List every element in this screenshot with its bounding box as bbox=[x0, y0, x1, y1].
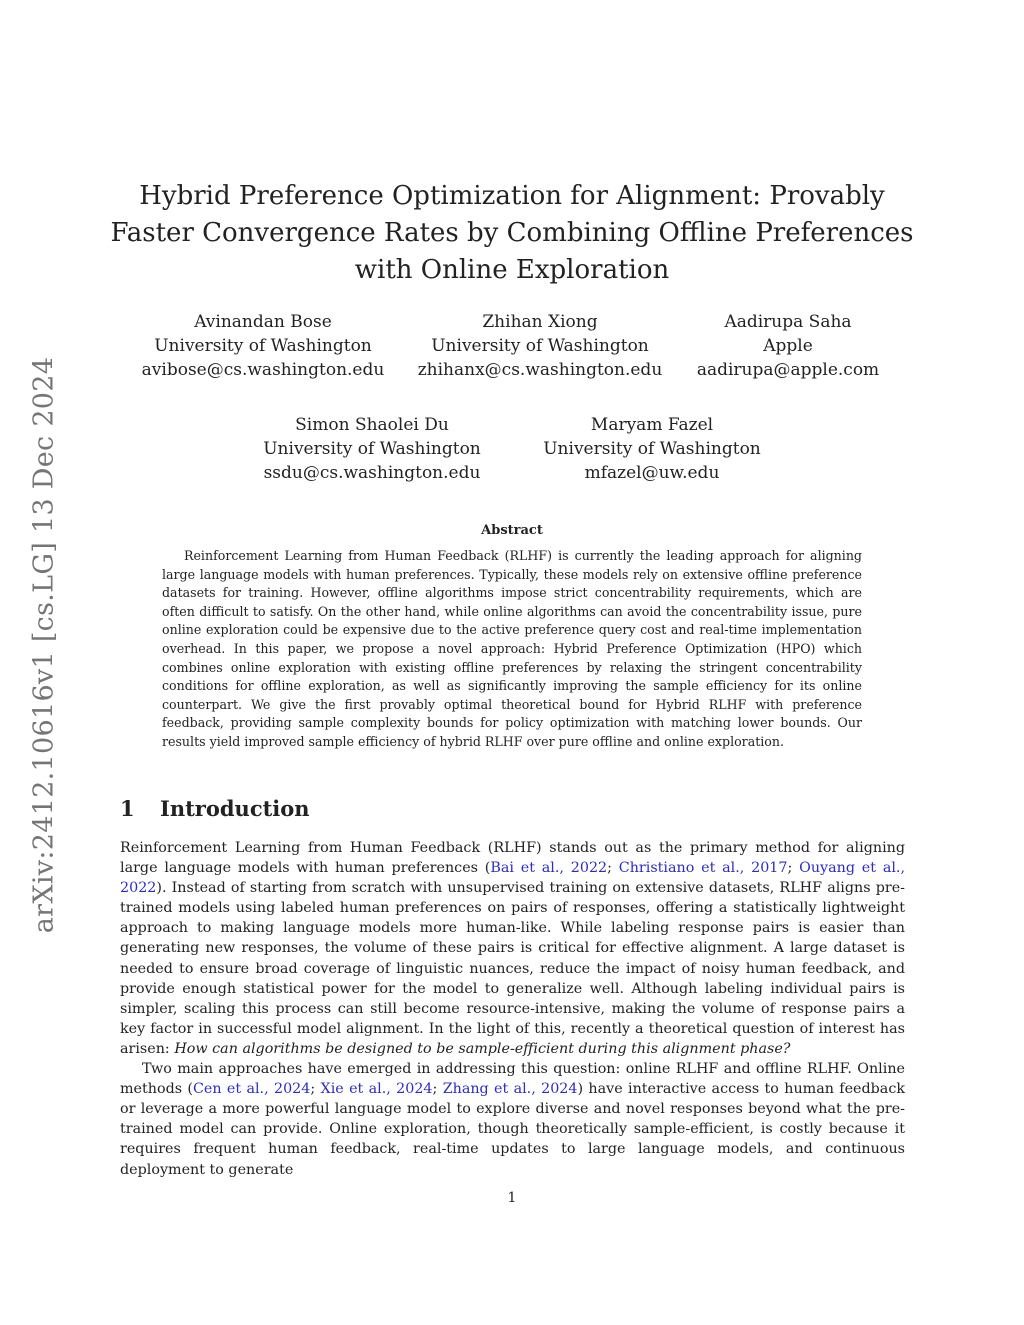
author-email[interactable]: ssdu@cs.washington.edu bbox=[263, 463, 481, 483]
author-affiliation: University of Washington bbox=[154, 336, 372, 356]
intro-paragraph-1 bbox=[120, 838, 905, 1059]
introduction-body bbox=[120, 838, 905, 1180]
author-affiliation: University of Washington bbox=[431, 336, 649, 356]
citation-link[interactable]: Cen et al., 2024 bbox=[192, 1081, 311, 1098]
citation-link[interactable]: Ouyang et al., 2022 bbox=[120, 860, 905, 897]
intro-text: ). Instead of starting from scratch with unsupervised training on extensive datasets, RLHF aligns pre-trained models using labeled human preferences on pairs of responses, offering a statistically lightweight approach to making language models more human-like. While labeling response pairs is easier than generating new responses, the volume of these pairs is critical for effective alignment. A large dataset is needed to ensure broad coverage of linguistic nuances, reduce the impact of noisy human feedback, and provide enough statistical power for the model to generalize well. Although labeling individual pairs is simpler, scaling this process can still become resource-intensive, making the volume of response pairs a key factor in successful model alignment. In the light of this, recently a theoretical question of interest has arisen: bbox=[120, 880, 905, 1057]
citation-link[interactable]: Xie et al., 2024 bbox=[320, 1081, 433, 1098]
citation-link[interactable]: Zhang et al., 2024 bbox=[442, 1081, 578, 1098]
author-block-5 bbox=[502, 413, 802, 485]
intro-text: Reinforcement Learning from Human Feedback (RLHF) stands out as the primary method for aligning large language models with human preferences ( bbox=[120, 840, 905, 877]
abstract-heading: Abstract bbox=[481, 523, 543, 538]
author-email[interactable]: avibose@cs.washington.edu bbox=[141, 360, 385, 380]
citation-separator: ; bbox=[787, 860, 800, 877]
author-block-3 bbox=[638, 310, 938, 382]
citation-link[interactable]: Christiano et al., 2017 bbox=[618, 860, 788, 877]
author-name: Aadirupa Saha bbox=[724, 312, 852, 332]
arxiv-identifier-stamp: arXiv:2412.10616v1 [cs.LG] 13 Dec 2024 bbox=[28, 356, 60, 934]
citation-separator: ; bbox=[310, 1081, 321, 1098]
author-email[interactable]: aadirupa@apple.com bbox=[696, 360, 880, 380]
author-name: Zhihan Xiong bbox=[482, 312, 598, 332]
author-affiliation: University of Washington bbox=[263, 439, 481, 459]
author-email[interactable]: mfazel@uw.edu bbox=[584, 463, 720, 483]
citation-separator: ; bbox=[607, 860, 619, 877]
author-block-1 bbox=[113, 310, 413, 382]
abstract-body bbox=[162, 547, 862, 752]
section-title: Introduction bbox=[160, 796, 310, 821]
intro-text: Two main approaches have emerged in addressing this question: online RLHF and offline RLHF. Online methods ( bbox=[120, 1061, 905, 1098]
section-heading bbox=[120, 796, 310, 821]
paper-title: Hybrid Preference Optimization for Alignment: Provably Faster Convergence Rates by Combining Offline Preferences with Online Exploration bbox=[110, 181, 914, 285]
author-email[interactable]: zhihanx@cs.washington.edu bbox=[417, 360, 663, 380]
citation-separator: ; bbox=[432, 1081, 443, 1098]
citation-link[interactable]: Bai et al., 2022 bbox=[490, 860, 608, 877]
author-name: Simon Shaolei Du bbox=[295, 415, 449, 435]
author-name: Avinandan Bose bbox=[194, 312, 332, 332]
page-number: 1 bbox=[507, 1190, 517, 1206]
author-block-4 bbox=[222, 413, 522, 485]
intro-text: ) have interactive access to human feedback or leverage a more powerful language model to explore diverse and novel responses beyond what the pre-trained model can provide. Online exploration, though theoretically sample-efficient, is costly because it requires frequent human feedback, real-time updates to large language models, and continuous deployment to generate bbox=[120, 1081, 905, 1178]
research-question: How can algorithms be designed to be sample-efficient during this alignment phase? bbox=[174, 1040, 791, 1057]
author-affiliation: University of Washington bbox=[543, 439, 761, 459]
intro-paragraph-2 bbox=[120, 1059, 905, 1180]
author-affiliation: Apple bbox=[763, 336, 813, 356]
author-name: Maryam Fazel bbox=[590, 415, 714, 435]
abstract-text: Reinforcement Learning from Human Feedback (RLHF) is currently the leading approach for aligning large language models with human preferences. Typically, these models rely on extensive offline preference datasets for training. However, offline algorithms impose strict concentrability requirements, which are often difficult to satisfy. On the other hand, while online algorithms can avoid the concentrability issue, pure online exploration could be expensive due to the active preference query cost and real-time implementation overhead. In this paper, we propose a novel approach: Hybrid Preference Optimization (HPO) which combines online exploration with existing offline preferences by relaxing the stringent concentrability conditions for offline exploration, as well as significantly improving the sample efficiency for its online counterpart. We give the first provably optimal theoretical bound for Hybrid RLHF with preference feedback, providing sample complexity bounds for policy optimization with matching lower bounds. Our results yield improved sample efficiency of hybrid RLHF over pure offline and online exploration. bbox=[162, 548, 862, 749]
section-number: 1 bbox=[120, 796, 135, 821]
